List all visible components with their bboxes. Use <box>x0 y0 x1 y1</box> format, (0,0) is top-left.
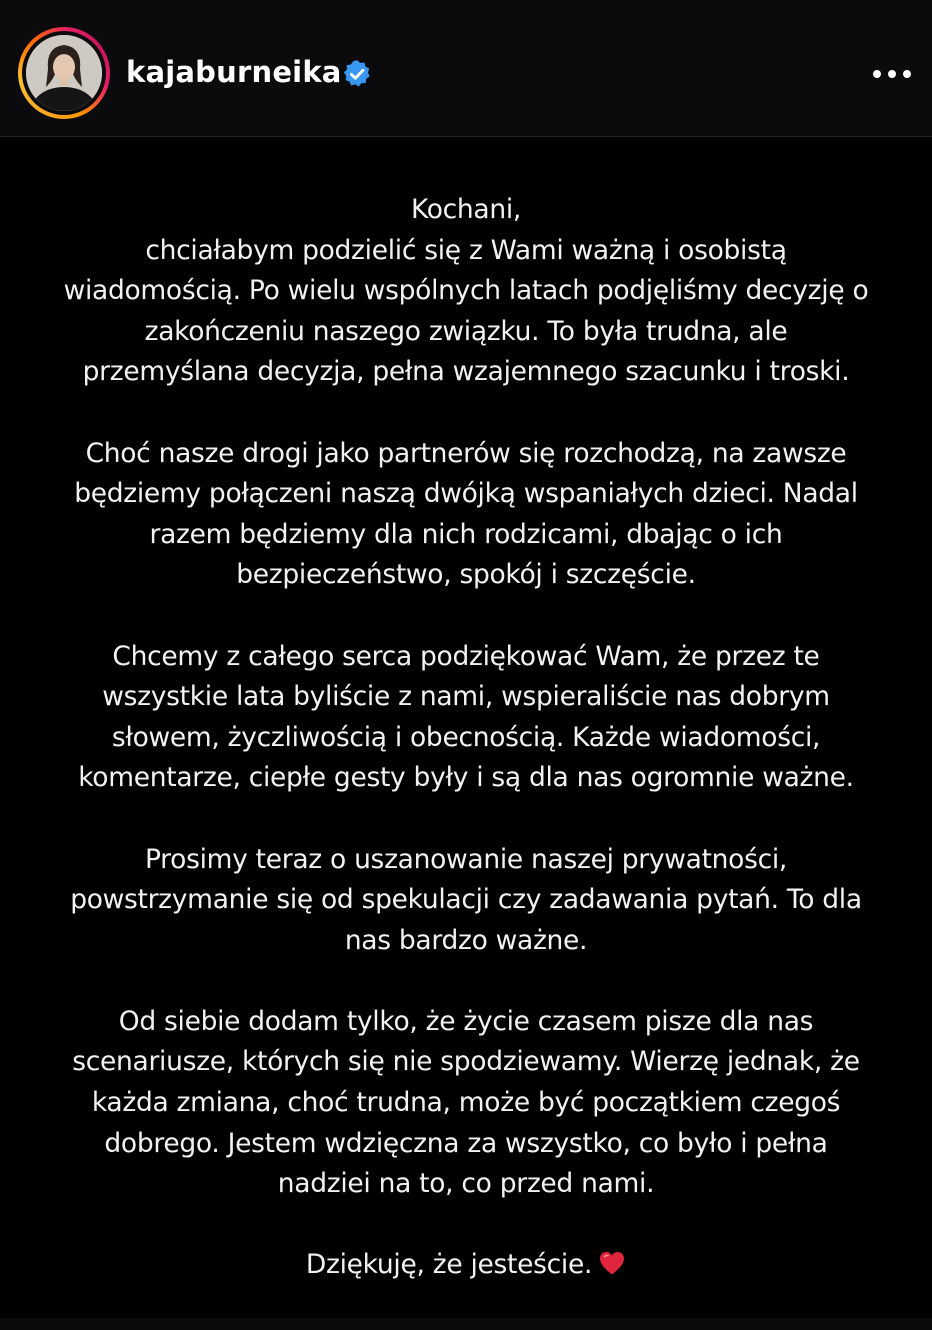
caption-line: Prosimy teraz o uszanowanie naszej prywatności, <box>144 843 788 875</box>
verified-badge-icon <box>342 59 372 89</box>
caption-line: nas bardzo ważne. <box>344 924 588 956</box>
post-header <box>0 0 932 137</box>
caption-line: Choć nasze drogi jako partnerów się rozchodzą, na zawsze <box>85 437 847 469</box>
caption-line: bezpieczeństwo, spokój i szczęście. <box>236 559 696 591</box>
caption-line: powstrzymanie się od spekulacji czy zadawania pytań. To dla <box>70 884 862 916</box>
caption-line: Kochani, <box>410 194 522 225</box>
caption-line: razem będziemy dla nich rodzicami, dbając o ich <box>149 518 783 550</box>
post-caption <box>40 190 892 1286</box>
caption-line: Chcemy z całego serca podziękować Wam, że przez te <box>112 640 820 672</box>
caption-line: dobrego. Jestem wdzięczna za wszystko, co było i pełna <box>104 1127 828 1159</box>
caption-line: nadziei na to, co przed nami. <box>277 1168 655 1200</box>
caption-line: scenariusze, których się nie spodziewamy. Wierzę jednak, że <box>72 1046 860 1078</box>
caption-closing-text: Dziękuję, że jesteście. <box>305 1249 593 1281</box>
paragraph-gap <box>40 799 892 840</box>
paragraph-gap <box>40 393 892 434</box>
story-ring[interactable] <box>18 27 110 119</box>
caption-line: wiadomością. Po wielu wspólnych latach podjęliśmy decyzję o <box>63 275 869 307</box>
paragraph-gap <box>40 1205 892 1246</box>
caption-line: słowem, życzliwością i obecnością. Każde wiadomości, <box>111 721 821 753</box>
username[interactable]: kajaburneika <box>126 55 342 89</box>
paragraph-gap <box>40 961 892 1002</box>
caption-line: wszystkie lata byliście z nami, wspieraliście nas dobrym <box>102 681 830 713</box>
red-heart-icon <box>598 1250 626 1276</box>
caption-line: przemyślana decyzja, pełna wzajemnego szacunku i troski. <box>82 356 850 388</box>
caption-line: komentarze, ciepłe gesty były i są dla nas ogromnie ważne. <box>78 762 854 794</box>
caption-line: Od siebie dodam tylko, że życie czasem pisze dla nas <box>118 1005 814 1037</box>
bottom-edge <box>0 1318 932 1330</box>
profile-avatar[interactable] <box>26 35 102 111</box>
more-options-icon[interactable] <box>868 60 916 88</box>
caption-line: zakończeniu naszego związku. To była trudna, ale <box>144 315 788 347</box>
caption-line: chciałabym podzielić się z Wami ważną i osobistą <box>145 234 787 266</box>
paragraph-gap <box>40 596 892 637</box>
avatar-portrait-icon <box>26 35 102 111</box>
caption-line: każda zmiana, choć trudna, może być początkiem czegoś <box>91 1087 841 1119</box>
caption-line: będziemy połączeni naszą dwójką wspaniałych dzieci. Nadal <box>74 478 858 510</box>
caption-closing-line <box>40 1245 892 1286</box>
